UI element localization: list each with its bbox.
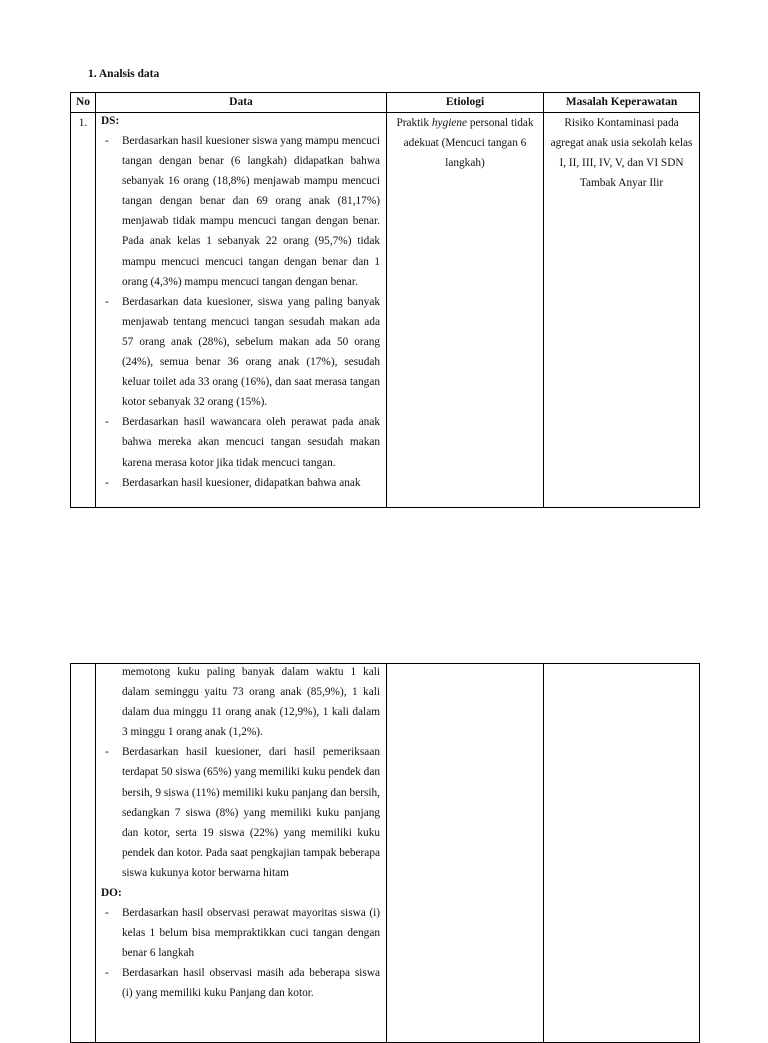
etiologi-text-end: personal tidak adekuat (Mencuci tangan 6 langkah) <box>403 117 534 170</box>
masalah-cell-empty <box>544 664 700 1043</box>
list-item: - Berdasarkan hasil kuesioner siswa yang mampu mencuci tangan dengan benar (6 langkah) didapatkan bahwa sebanyak 16 orang (18,8%) menjawab mampu mencuci tangan dengan benar dan 69 orang anak (81,17%) menjawab tidak mampu mencuci tangan dengan benar. Pada anak kelas 1 sebanyak 22 orang (95,7%) tidak mampu mencuci mencuci tangan dengan benar dan 1 orang (4,3%) mampu mencuci tangan dengan benar. <box>101 131 380 292</box>
section-heading: 1. Analsis data <box>88 68 160 80</box>
list-item: - Berdasarkan hasil wawancara oleh perawat pada anak bahwa mereka akan mencuci tangan sesudah makan karena merasa kotor jika tidak mencuci tangan. <box>101 412 380 472</box>
ds-label: DS: <box>101 115 120 127</box>
analysis-table-continued <box>70 663 700 1043</box>
ds-list <box>101 131 380 493</box>
data-cell <box>96 664 387 1043</box>
ds-list-continued <box>101 742 380 883</box>
masalah-cell: Risiko Kontaminasi pada agregat anak usia sekolah kelas I, II, III, IV, V, dan VI SDN Tambak Anyar Ilir <box>544 113 700 508</box>
list-item: - Berdasarkan hasil observasi masih ada beberapa siswa (i) yang memiliki kuku Panjang dan kotor. <box>101 963 380 1003</box>
table-header-row <box>71 93 700 113</box>
header-no: No <box>71 93 96 113</box>
table-row <box>71 664 700 1043</box>
list-item: - Berdasarkan hasil kuesioner, didapatkan bahwa anak <box>101 473 380 493</box>
row-number: 1. <box>71 113 96 508</box>
list-item: - Berdasarkan hasil observasi perawat mayoritas siswa (i) kelas 1 belum bisa mempraktikkan cuci tangan dengan benar 6 langkah <box>101 903 380 963</box>
header-data: Data <box>96 93 387 113</box>
data-cell <box>96 113 387 508</box>
list-item: - Berdasarkan data kuesioner, siswa yang paling banyak menjawab tentang mencuci tangan sesudah makan ada 57 orang anak (28%), sebelum makan ada 50 orang (24%), semua benar 36 orang anak (17%), sesudah keluar toilet ada 33 orang (16%), dan saat merasa tangan kotor sebanyak 32 orang (15%). <box>101 292 380 413</box>
etiologi-cell <box>387 113 544 508</box>
list-item: - Berdasarkan hasil kuesioner, dari hasil pemeriksaan terdapat 50 siswa (65%) yang memiliki kuku pendek dan bersih, 9 siswa (11%) memiliki kuku panjang dan bersih, sedangkan 7 siswa (8%) yang memiliki kuku panjang dan kotor, serta 19 siswa (22%) yang memiliki kuku pendek dan kotor. Pada saat pengkajian tampak beberapa siswa kukunya kotor berwarna hitam <box>101 742 380 883</box>
header-masalah: Masalah Keperawatan <box>544 93 700 113</box>
etiologi-text-start: Praktik <box>396 117 432 129</box>
do-list <box>101 903 380 1003</box>
etiologi-italic-term: hygiene <box>431 117 468 129</box>
continued-text: memotong kuku paling banyak dalam waktu 1 kali dalam seminggu yaitu 73 orang anak (85,9%), 1 kali dalam dua minggu 11 orang anak (12,9%), 1 kali dalam 3 minggu 1 orang anak (1,2%). <box>122 666 380 739</box>
etiologi-cell-empty <box>387 664 544 1043</box>
analysis-table <box>70 92 700 508</box>
header-etiologi: Etiologi <box>387 93 544 113</box>
row-number-empty <box>71 664 96 1043</box>
do-label: DO: <box>101 887 122 900</box>
table-row <box>71 113 700 508</box>
